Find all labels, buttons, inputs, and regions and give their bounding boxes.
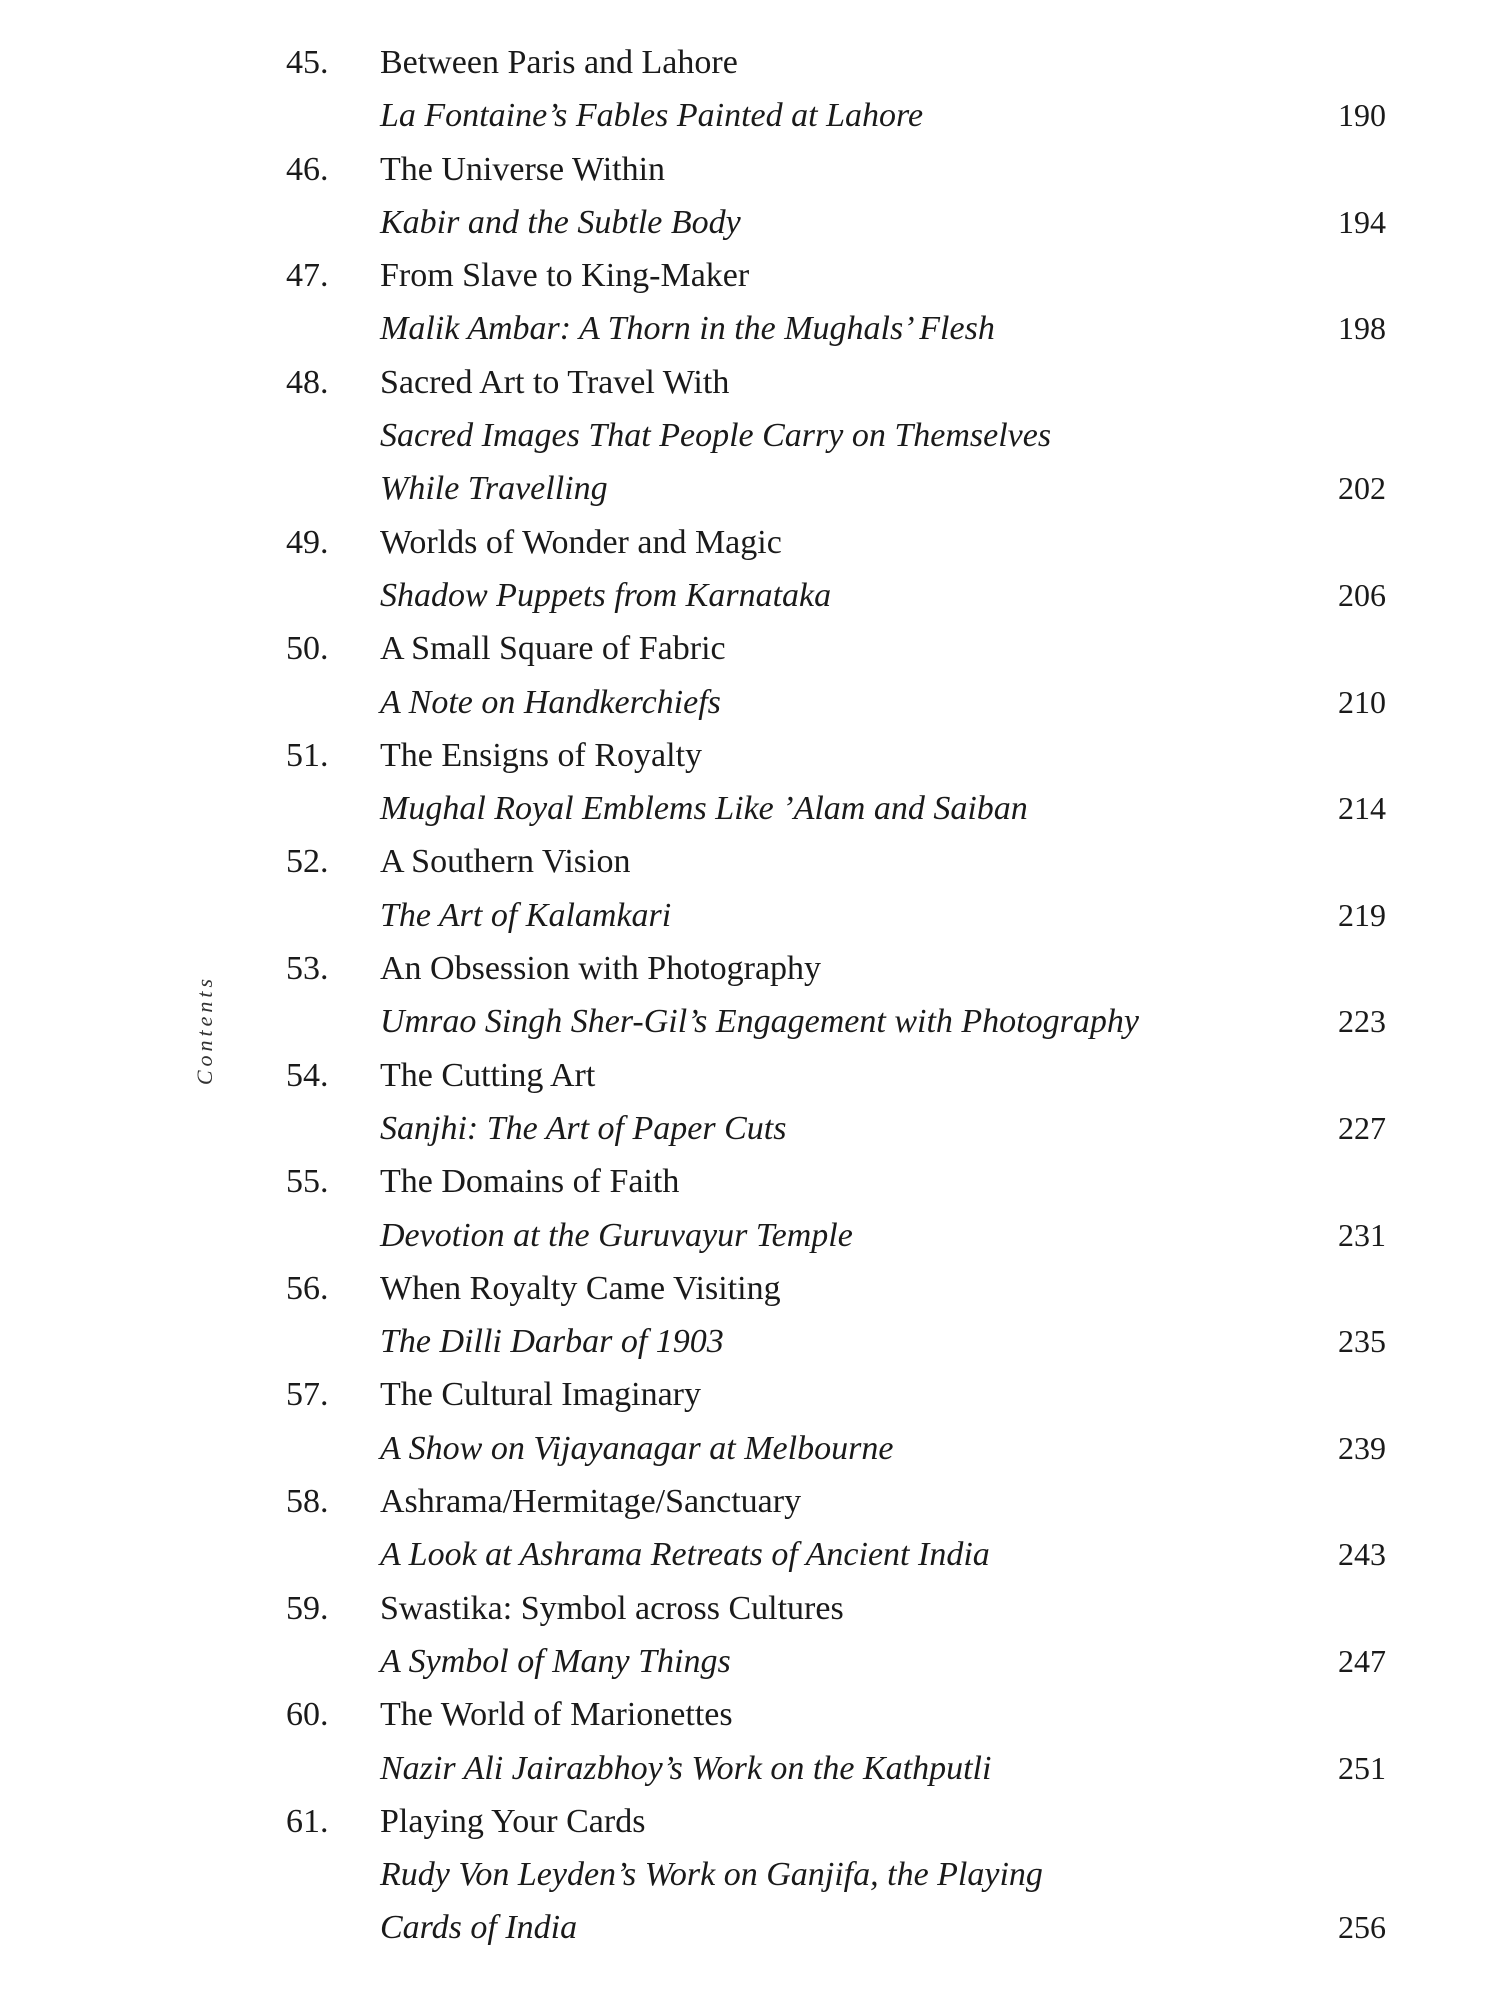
chapter-subtitle: Sacred Images That People Carry on Themselves bbox=[380, 417, 1052, 455]
chapter-number: 59. bbox=[286, 1589, 329, 1627]
chapter-subtitle: Umrao Singh Sher-Gil’s Engagement with Photography bbox=[380, 1003, 1139, 1041]
toc-subtitle-line bbox=[286, 569, 1386, 622]
chapter-number: 48. bbox=[286, 363, 329, 401]
chapter-number: 54. bbox=[286, 1056, 329, 1094]
toc-entry bbox=[286, 1582, 1386, 1689]
chapter-subtitle: Nazir Ali Jairazbhoy’s Work on the Kathputli bbox=[380, 1749, 992, 1787]
chapter-number: 56. bbox=[286, 1269, 329, 1307]
page-number: 227 bbox=[1338, 1109, 1386, 1146]
chapter-number: 55. bbox=[286, 1163, 329, 1201]
chapter-title: The Universe Within bbox=[380, 150, 666, 188]
toc-title-line bbox=[286, 1262, 1386, 1315]
chapter-number: 52. bbox=[286, 843, 329, 881]
chapter-title: A Southern Vision bbox=[380, 843, 631, 881]
chapter-title: The Cutting Art bbox=[380, 1056, 596, 1094]
toc-title-line bbox=[286, 1049, 1386, 1102]
chapter-title: Sacred Art to Travel With bbox=[380, 363, 730, 401]
toc-title-line bbox=[286, 36, 1386, 89]
toc-title-line bbox=[286, 835, 1386, 888]
toc-subtitle-line bbox=[286, 1742, 1386, 1795]
toc-title-line bbox=[286, 356, 1386, 409]
toc-title-line bbox=[286, 143, 1386, 196]
chapter-subtitle: The Art of Kalamkari bbox=[380, 896, 672, 934]
running-head: Contents bbox=[192, 974, 217, 1086]
chapter-number: 49. bbox=[286, 523, 329, 561]
toc-subtitle-line bbox=[286, 1528, 1386, 1581]
chapter-subtitle: Sanjhi: The Art of Paper Cuts bbox=[380, 1109, 787, 1147]
toc-subtitle-line bbox=[286, 995, 1386, 1048]
toc-title-line bbox=[286, 942, 1386, 995]
toc-subtitle-line bbox=[286, 1102, 1386, 1155]
toc-subtitle-line bbox=[286, 196, 1386, 249]
toc-title-line bbox=[286, 1795, 1386, 1848]
chapter-number: 46. bbox=[286, 150, 329, 188]
chapter-number: 50. bbox=[286, 630, 329, 668]
page-number: 251 bbox=[1338, 1749, 1386, 1786]
chapter-subtitle: Malik Ambar: A Thorn in the Mughals’ Flesh bbox=[380, 310, 995, 348]
toc-entry bbox=[286, 249, 1386, 356]
toc-title-line bbox=[286, 1155, 1386, 1208]
chapter-number: 53. bbox=[286, 950, 329, 988]
toc-subtitle-line bbox=[286, 1315, 1386, 1368]
chapter-subtitle: La Fontaine’s Fables Painted at Lahore bbox=[380, 97, 924, 135]
toc-subtitle-line bbox=[286, 462, 1386, 515]
toc-subtitle-line bbox=[286, 1422, 1386, 1475]
chapter-title: When Royalty Came Visiting bbox=[380, 1269, 781, 1307]
toc-entry bbox=[286, 1155, 1386, 1262]
chapter-title: The World of Marionettes bbox=[380, 1696, 733, 1734]
toc-entry bbox=[286, 356, 1386, 516]
chapter-subtitle: Cards of India bbox=[380, 1909, 578, 1947]
toc-subtitle-line bbox=[286, 1901, 1386, 1954]
toc-entry bbox=[286, 622, 1386, 729]
toc-entry bbox=[286, 1049, 1386, 1156]
toc-entry bbox=[286, 729, 1386, 836]
chapter-subtitle: Mughal Royal Emblems Like ’Alam and Saiban bbox=[380, 790, 1028, 828]
page-number: 194 bbox=[1338, 203, 1386, 240]
toc-subtitle-line bbox=[286, 89, 1386, 142]
toc-title-line bbox=[286, 516, 1386, 569]
toc-subtitle-line bbox=[286, 782, 1386, 835]
table-of-contents bbox=[286, 36, 1386, 1955]
chapter-subtitle: A Symbol of Many Things bbox=[380, 1642, 731, 1680]
chapter-number: 51. bbox=[286, 736, 329, 774]
chapter-number: 61. bbox=[286, 1802, 329, 1840]
toc-title-line bbox=[286, 622, 1386, 675]
page-number: 190 bbox=[1338, 97, 1386, 134]
chapter-title: The Cultural Imaginary bbox=[380, 1376, 702, 1414]
toc-entry bbox=[286, 1795, 1386, 1955]
toc-subtitle-line bbox=[286, 889, 1386, 942]
page-number: 202 bbox=[1338, 470, 1386, 507]
toc-subtitle-line bbox=[286, 1209, 1386, 1262]
page-number: 206 bbox=[1338, 576, 1386, 613]
chapter-title: Ashrama/Hermitage/Sanctuary bbox=[380, 1483, 802, 1521]
toc-subtitle-line bbox=[286, 409, 1386, 462]
chapter-subtitle: Rudy Von Leyden’s Work on Ganjifa, the Playing bbox=[380, 1856, 1043, 1894]
page-number: 223 bbox=[1338, 1003, 1386, 1040]
chapter-number: 57. bbox=[286, 1376, 329, 1414]
chapter-title: Playing Your Cards bbox=[380, 1802, 646, 1840]
toc-subtitle-line bbox=[286, 1635, 1386, 1688]
chapter-subtitle: A Look at Ashrama Retreats of Ancient India bbox=[380, 1536, 990, 1574]
page-number: 247 bbox=[1338, 1642, 1386, 1679]
page-number: 214 bbox=[1338, 790, 1386, 827]
chapter-number: 58. bbox=[286, 1483, 329, 1521]
toc-subtitle-line bbox=[286, 1848, 1386, 1901]
toc-entry bbox=[286, 835, 1386, 942]
chapter-title: A Small Square of Fabric bbox=[380, 630, 726, 668]
toc-entry bbox=[286, 1368, 1386, 1475]
chapter-title: The Ensigns of Royalty bbox=[380, 736, 703, 774]
chapter-title: An Obsession with Photography bbox=[380, 950, 822, 988]
page-number: 231 bbox=[1338, 1216, 1386, 1253]
chapter-subtitle: A Show on Vijayanagar at Melbourne bbox=[380, 1429, 894, 1467]
chapter-number: 45. bbox=[286, 44, 329, 81]
page-number: 235 bbox=[1338, 1323, 1386, 1360]
chapter-subtitle: Devotion at the Guruvayur Temple bbox=[380, 1216, 853, 1254]
toc-entry bbox=[286, 36, 1386, 143]
toc-entry bbox=[286, 942, 1386, 1049]
page-number: 210 bbox=[1338, 683, 1386, 720]
page-number: 239 bbox=[1338, 1429, 1386, 1466]
toc-title-line bbox=[286, 729, 1386, 782]
toc-title-line bbox=[286, 1582, 1386, 1635]
toc-title-line bbox=[286, 1368, 1386, 1421]
toc-entry bbox=[286, 1688, 1386, 1795]
toc-entry bbox=[286, 1475, 1386, 1582]
chapter-title: From Slave to King-Maker bbox=[380, 257, 750, 295]
chapter-title: The Domains of Faith bbox=[380, 1163, 680, 1201]
toc-entry bbox=[286, 143, 1386, 250]
toc-subtitle-line bbox=[286, 302, 1386, 355]
chapter-number: 47. bbox=[286, 257, 329, 295]
toc-entry bbox=[286, 516, 1386, 623]
chapter-title: Swastika: Symbol across Cultures bbox=[380, 1589, 844, 1627]
chapter-title: Between Paris and Lahore bbox=[380, 44, 738, 81]
toc-title-line bbox=[286, 249, 1386, 302]
chapter-subtitle: While Travelling bbox=[380, 470, 608, 508]
toc-title-line bbox=[286, 1475, 1386, 1528]
page-number: 243 bbox=[1338, 1536, 1386, 1573]
chapter-subtitle: Shadow Puppets from Karnataka bbox=[380, 576, 832, 614]
chapter-subtitle: Kabir and the Subtle Body bbox=[380, 203, 741, 241]
chapter-subtitle: A Note on Handkerchiefs bbox=[380, 683, 721, 721]
chapter-subtitle: The Dilli Darbar of 1903 bbox=[380, 1323, 724, 1361]
page-number: 219 bbox=[1338, 896, 1386, 933]
chapter-number: 60. bbox=[286, 1696, 329, 1734]
page-number: 198 bbox=[1338, 310, 1386, 347]
chapter-title: Worlds of Wonder and Magic bbox=[380, 523, 782, 561]
toc-subtitle-line bbox=[286, 676, 1386, 729]
toc-entry bbox=[286, 1262, 1386, 1369]
toc-title-line bbox=[286, 1688, 1386, 1741]
page-number: 256 bbox=[1338, 1909, 1386, 1946]
